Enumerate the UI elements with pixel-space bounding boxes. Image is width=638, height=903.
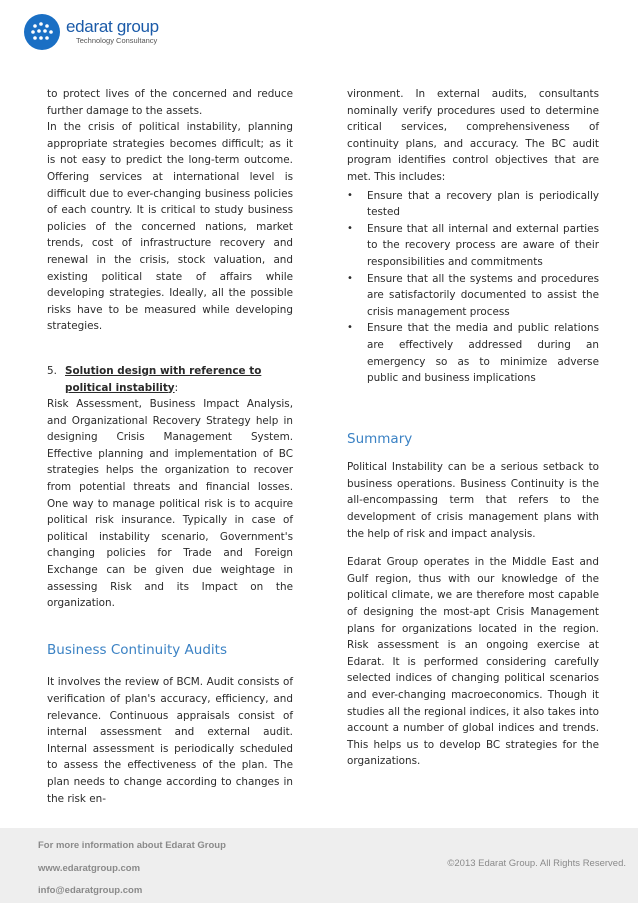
right-column [347, 86, 599, 770]
left-paragraph-4: It involves the review of BCM. Audit consists of verification of plan's accuracy, efficiency, and relevance. Continuous appraisals consist of internal assessment and external audit. Internal assessment is periodically scheduled to assess the effectiveness of the plan. The plan needs to change according to changes in the risk en- [47, 676, 293, 805]
audit-bullet-list [347, 188, 599, 387]
list-item: • Ensure that all internal and external parties to the recovery process are aware of their responsibilities and commitments [347, 221, 599, 271]
heading-number: 5. [47, 364, 57, 377]
left-paragraph-2: In the crisis of political instability, planning appropriate strategies becomes difficult; as it is not easy to predict the long-term outcome. Offering services at international level is difficult due to ever-changing business policies of each country. It is critical to study business policies of the concerned nations, market trends, cost of infrastructure recovery and renewal in the crisis, stock valuation, and existing political state of affairs while developing strategies. Ideally, all the possible risks have to be measured while developing strategies. [47, 121, 293, 333]
numbered-heading [47, 363, 293, 396]
right-paragraph-2: Political Instability can be a serious setback to business operations. Business Continuity is the all-encompassing term that refers to the development of crisis management plans with the help of risk and impact analysis. [347, 461, 599, 540]
edarat-logo [22, 12, 162, 56]
left-paragraph-3: Risk Assessment, Business Impact Analysis, and Organizational Recovery Strategy help in designing Crisis Management System. Effective planning and implementation of BC strategies helps the organization to recover from potential threats and financial losses. One way to manage political risk is to acquire political risk insurance. Typically in case of political instability scenario, Government's changing policies for Trade and Foreign Exchange can be given due weightage in assessing Risk and its Impact on the organization. [47, 398, 293, 610]
heading-text: Solution design with reference to political instability [65, 364, 262, 394]
bullet-icon: • [347, 322, 353, 334]
list-item: • Ensure that the media and public relations are effectively addressed during an emergency so as to minimize adverse public and business implications [347, 320, 599, 386]
audits-section-title: Business Continuity Audits [47, 641, 227, 658]
footer-website-link[interactable]: www.edaratgroup.com [38, 863, 141, 874]
left-paragraph-1: to protect lives of the concerned and reduce further damage to the assets. [47, 88, 293, 117]
bullet-icon: • [347, 189, 353, 201]
list-item: • Ensure that all the systems and procedures are satisfactorily documented to assist the crisis management process [347, 271, 599, 321]
logo-tagline: Technology Consultancy [76, 36, 158, 45]
heading-colon: : [174, 381, 179, 394]
page-footer [0, 828, 638, 903]
list-item: • Ensure that a recovery plan is periodically tested [347, 188, 599, 221]
logo-name: edarat group [66, 17, 159, 36]
right-paragraph-3: Edarat Group operates in the Middle East and Gulf region, thus with our knowledge of the political climate, we are therefore most capable of designing the most-apt Crisis Management plans for organizations located in the region. Risk assessment is an ongoing exercise at Edarat. It is performed considering carefully selected indices of changing political scenarios and ever-changing macroeconomics. Though it studies all the regional indices, it also takes into account a number of global indices and trends. This helps us to develop BC strategies for the organizations. [347, 556, 599, 768]
summary-section-title: Summary [347, 430, 413, 447]
logo-globe-icon [22, 12, 62, 52]
bullet-icon: • [347, 222, 353, 234]
left-column [47, 86, 293, 807]
footer-info: For more information about Edarat Group [38, 840, 226, 851]
right-paragraph-1: vironment. In external audits, consultants nominally verify procedures used to determine critical services, comprehensiveness of continuity plans, and accuracy. The BC audit program identifies control objectives that are met. This includes: [347, 88, 599, 183]
bullet-icon: • [347, 272, 353, 284]
footer-email-link[interactable]: info@edaratgroup.com [38, 885, 143, 896]
footer-copyright: ©2013 Edarat Group. All Rights Reserved. [447, 858, 626, 869]
